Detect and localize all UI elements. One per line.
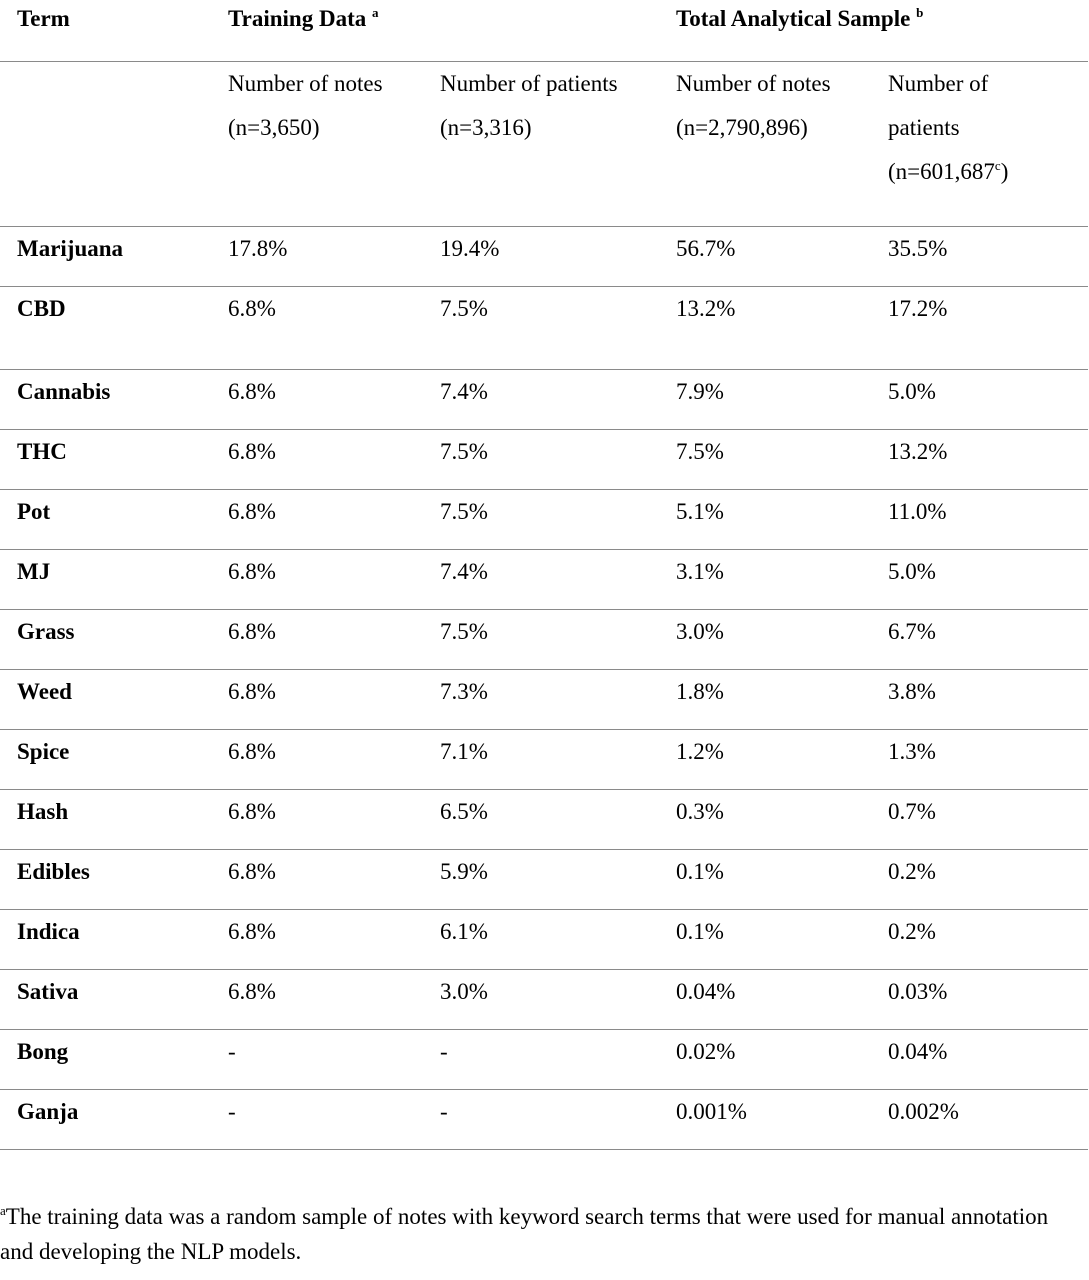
cell-train-patients: 19.4% xyxy=(423,227,659,287)
subheader-total-patients: Number of patients (n=601,687$^c$) xyxy=(871,62,1088,227)
row-term: Bong xyxy=(0,1030,211,1090)
cell-total-patients: 35.5% xyxy=(871,227,1088,287)
row-term: Edibles xyxy=(0,850,211,910)
cell-total-patients: 5.0% xyxy=(871,550,1088,610)
header-term: Term xyxy=(0,0,211,62)
header-total-footnote-mark: b xyxy=(916,5,924,20)
cell-total-patients: 17.2% xyxy=(871,287,1088,370)
header-total-analytical-sample: Total Analytical Sample $^b$ xyxy=(659,0,1088,62)
table-row xyxy=(0,1090,1088,1150)
cell-train-patients: 6.5% xyxy=(423,790,659,850)
cell-total-patients: 3.8% xyxy=(871,670,1088,730)
table-row xyxy=(0,790,1088,850)
cell-total-notes: 7.9% xyxy=(659,370,871,430)
table-row xyxy=(0,1030,1088,1090)
cell-total-patients: 0.7% xyxy=(871,790,1088,850)
cell-train-notes: 6.8% xyxy=(211,970,423,1030)
cell-train-patients: 6.1% xyxy=(423,910,659,970)
row-term: THC xyxy=(0,430,211,490)
cell-total-notes: 0.02% xyxy=(659,1030,871,1090)
cell-train-patients: 7.5% xyxy=(423,430,659,490)
cell-train-patients: 7.1% xyxy=(423,730,659,790)
cell-total-notes: 0.1% xyxy=(659,910,871,970)
row-term: Hash xyxy=(0,790,211,850)
footnote-text: The training data was a random sample of notes with keyword search terms that were used for manual annotation and developing the NLP models. xyxy=(0,1204,1049,1264)
subheader-total-patients-footnote-mark: c xyxy=(994,158,1001,173)
cell-total-patients: 1.3% xyxy=(871,730,1088,790)
cell-train-patients: 7.3% xyxy=(423,670,659,730)
cell-total-notes: 3.0% xyxy=(659,610,871,670)
cell-train-notes: 6.8% xyxy=(211,670,423,730)
row-term: Grass xyxy=(0,610,211,670)
cell-total-notes: 0.1% xyxy=(659,850,871,910)
row-term: Sativa xyxy=(0,970,211,1030)
footnote-mark: a xyxy=(0,1203,6,1218)
subheader-training-notes: Number of notes (n=3,650) xyxy=(211,62,423,227)
table-row xyxy=(0,730,1088,790)
cell-total-patients: 0.2% xyxy=(871,850,1088,910)
cell-train-patients: - xyxy=(423,1030,659,1090)
cell-train-notes: - xyxy=(211,1090,423,1150)
table-row xyxy=(0,550,1088,610)
cell-train-notes: 6.8% xyxy=(211,550,423,610)
cell-total-notes: 5.1% xyxy=(659,490,871,550)
table-row xyxy=(0,287,1088,370)
cell-train-notes: 6.8% xyxy=(211,370,423,430)
table-body xyxy=(0,227,1088,1150)
cell-train-notes: 6.8% xyxy=(211,610,423,670)
cell-train-patients: - xyxy=(423,1090,659,1150)
cell-total-notes: 0.3% xyxy=(659,790,871,850)
cell-total-notes: 0.001% xyxy=(659,1090,871,1150)
subheader-blank xyxy=(0,62,211,227)
cell-train-notes: - xyxy=(211,1030,423,1090)
footnote xyxy=(0,1199,1080,1269)
cell-total-notes: 13.2% xyxy=(659,287,871,370)
cell-train-notes: 6.8% xyxy=(211,490,423,550)
cell-total-patients: 0.002% xyxy=(871,1090,1088,1150)
cell-train-patients: 7.5% xyxy=(423,610,659,670)
row-term: Pot xyxy=(0,490,211,550)
cell-train-notes: 17.8% xyxy=(211,227,423,287)
row-term: MJ xyxy=(0,550,211,610)
table-row xyxy=(0,430,1088,490)
cell-train-patients: 5.9% xyxy=(423,850,659,910)
header-training-footnote-mark: a xyxy=(371,5,379,20)
cell-total-notes: 1.8% xyxy=(659,670,871,730)
cell-total-patients: 6.7% xyxy=(871,610,1088,670)
table-row xyxy=(0,370,1088,430)
cell-total-patients: 11.0% xyxy=(871,490,1088,550)
table-header-row xyxy=(0,0,1088,62)
cell-train-notes: 6.8% xyxy=(211,850,423,910)
cell-total-notes: 3.1% xyxy=(659,550,871,610)
row-term: Cannabis xyxy=(0,370,211,430)
table-row xyxy=(0,610,1088,670)
row-term: Weed xyxy=(0,670,211,730)
cell-total-notes: 1.2% xyxy=(659,730,871,790)
cell-train-notes: 6.8% xyxy=(211,287,423,370)
cell-train-patients: 7.5% xyxy=(423,287,659,370)
row-term: CBD xyxy=(0,287,211,370)
cell-total-patients: 13.2% xyxy=(871,430,1088,490)
row-term: Indica xyxy=(0,910,211,970)
cell-train-notes: 6.8% xyxy=(211,730,423,790)
table-row xyxy=(0,910,1088,970)
cell-total-patients: 5.0% xyxy=(871,370,1088,430)
cell-total-notes: 56.7% xyxy=(659,227,871,287)
row-term: Spice xyxy=(0,730,211,790)
table-row xyxy=(0,227,1088,287)
cell-total-patients: 0.2% xyxy=(871,910,1088,970)
cell-total-patients: 0.03% xyxy=(871,970,1088,1030)
cell-train-notes: 6.8% xyxy=(211,790,423,850)
table-row xyxy=(0,850,1088,910)
subheader-total-notes: Number of notes (n=2,790,896) xyxy=(659,62,871,227)
cell-train-patients: 7.4% xyxy=(423,370,659,430)
table-subheader-row xyxy=(0,62,1088,227)
cell-train-patients: 7.4% xyxy=(423,550,659,610)
table-row xyxy=(0,970,1088,1030)
cell-train-patients: 3.0% xyxy=(423,970,659,1030)
cell-train-notes: 6.8% xyxy=(211,910,423,970)
cell-total-notes: 7.5% xyxy=(659,430,871,490)
cell-train-patients: 7.5% xyxy=(423,490,659,550)
row-term: Ganja xyxy=(0,1090,211,1150)
subheader-training-patients: Number of patients (n=3,316) xyxy=(423,62,659,227)
cell-total-patients: 0.04% xyxy=(871,1030,1088,1090)
cell-total-notes: 0.04% xyxy=(659,970,871,1030)
cell-train-notes: 6.8% xyxy=(211,430,423,490)
header-training-data: Training Data $^a$ xyxy=(211,0,659,62)
table-row xyxy=(0,490,1088,550)
table-row xyxy=(0,670,1088,730)
row-term: Marijuana xyxy=(0,227,211,287)
